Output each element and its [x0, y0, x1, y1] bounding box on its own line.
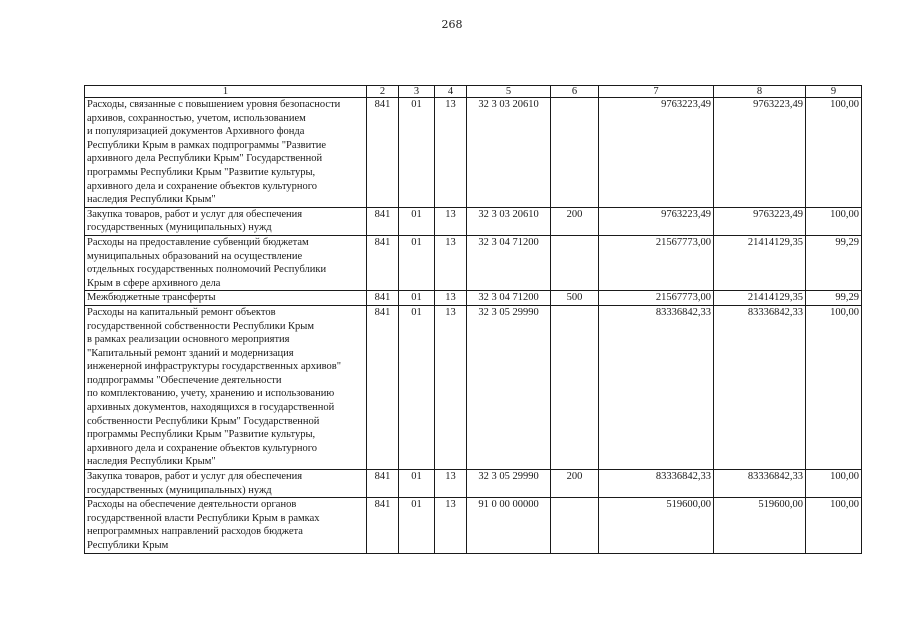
subsection-code-cell: 13 — [435, 498, 467, 553]
column-header: 2 — [367, 86, 399, 98]
expense-type-cell: 200 — [551, 470, 599, 498]
expense-name-cell: Расходы на предоставление субвенций бюджетам муниципальных образований на осуществление отдельных государственных полномочий Республики Крым в сфере архивного дела — [85, 235, 367, 290]
planned-amount-cell: 519600,00 — [599, 498, 714, 553]
expense-name-cell: Расходы на капитальный ремонт объектов государственной собственности Республики Крым в рамках реализации основного мероприятия "Капитальный ремонт зданий и модернизация инженерной инфраструктуры государственных архивов" подпрограммы "Обеспечение деятельности по комплектованию, учету, хранению и использованию архивных документов, находящихся в государственной собственности Республики Крым" Государственной программы Республики Крым "Развитие культуры, архивного дела и сохранение объектов культурного наследия Республики Крым" — [85, 305, 367, 469]
expense-type-cell — [551, 305, 599, 469]
section-code-cell: 01 — [399, 207, 435, 235]
ministry-code-cell: 841 — [367, 235, 399, 290]
planned-amount-cell: 83336842,33 — [599, 470, 714, 498]
section-code-cell: 01 — [399, 470, 435, 498]
expense-name-cell: Расходы на обеспечение деятельности органов государственной власти Республики Крым в рамках непрограммных направлений расходов бюджета Республики Крым — [85, 498, 367, 553]
ministry-code-cell: 841 — [367, 470, 399, 498]
column-header: 8 — [714, 86, 806, 98]
expense-name-cell: Расходы, связанные с повышением уровня безопасности архивов, сохранностью, учетом, использованием и популяризацией документов Архивного фонда Республики Крым в рамках подпрограммы "Развитие архивного дела Республики Крым" Государственной программы Республики Крым "Развитие культуры, архивного дела и сохранение объектов культурного наследия Республики Крым" — [85, 98, 367, 208]
table-row — [85, 291, 862, 306]
target-article-cell: 32 3 03 20610 — [467, 98, 551, 208]
executed-amount-cell: 519600,00 — [714, 498, 806, 553]
planned-amount-cell: 21567773,00 — [599, 235, 714, 290]
section-code-cell: 01 — [399, 98, 435, 208]
table-row — [85, 305, 862, 469]
budget-expenditure-table — [84, 85, 862, 554]
ministry-code-cell: 841 — [367, 98, 399, 208]
planned-amount-cell: 9763223,49 — [599, 207, 714, 235]
subsection-code-cell: 13 — [435, 291, 467, 306]
executed-amount-cell: 21414129,35 — [714, 235, 806, 290]
ministry-code-cell: 841 — [367, 305, 399, 469]
subsection-code-cell: 13 — [435, 98, 467, 208]
planned-amount-cell: 9763223,49 — [599, 98, 714, 208]
expense-type-cell — [551, 98, 599, 208]
section-code-cell: 01 — [399, 305, 435, 469]
target-article-cell: 32 3 04 71200 — [467, 291, 551, 306]
section-code-cell: 01 — [399, 235, 435, 290]
ministry-code-cell: 841 — [367, 207, 399, 235]
column-header: 7 — [599, 86, 714, 98]
subsection-code-cell: 13 — [435, 470, 467, 498]
subsection-code-cell: 13 — [435, 305, 467, 469]
planned-amount-cell: 21567773,00 — [599, 291, 714, 306]
executed-amount-cell: 9763223,49 — [714, 207, 806, 235]
table-row — [85, 470, 862, 498]
expense-type-cell — [551, 235, 599, 290]
expense-name-cell: Закупка товаров, работ и услуг для обеспечения государственных (муниципальных) нужд — [85, 470, 367, 498]
execution-percent-cell: 99,29 — [806, 291, 862, 306]
column-header: 9 — [806, 86, 862, 98]
expense-name-cell: Закупка товаров, работ и услуг для обеспечения государственных (муниципальных) нужд — [85, 207, 367, 235]
section-code-cell: 01 — [399, 291, 435, 306]
column-header: 3 — [399, 86, 435, 98]
executed-amount-cell: 21414129,35 — [714, 291, 806, 306]
column-header: 4 — [435, 86, 467, 98]
target-article-cell: 32 3 05 29990 — [467, 305, 551, 469]
table-row — [85, 498, 862, 553]
execution-percent-cell: 100,00 — [806, 470, 862, 498]
executed-amount-cell: 9763223,49 — [714, 98, 806, 208]
planned-amount-cell: 83336842,33 — [599, 305, 714, 469]
target-article-cell: 91 0 00 00000 — [467, 498, 551, 553]
table-row — [85, 235, 862, 290]
expense-name-cell: Межбюджетные трансферты — [85, 291, 367, 306]
target-article-cell: 32 3 04 71200 — [467, 235, 551, 290]
page-number: 268 — [441, 18, 463, 31]
target-article-cell: 32 3 03 20610 — [467, 207, 551, 235]
expense-type-cell — [551, 498, 599, 553]
execution-percent-cell: 100,00 — [806, 207, 862, 235]
execution-percent-cell: 100,00 — [806, 305, 862, 469]
ministry-code-cell: 841 — [367, 498, 399, 553]
target-article-cell: 32 3 05 29990 — [467, 470, 551, 498]
execution-percent-cell: 99,29 — [806, 235, 862, 290]
expense-type-cell: 500 — [551, 291, 599, 306]
execution-percent-cell: 100,00 — [806, 98, 862, 208]
column-header: 6 — [551, 86, 599, 98]
executed-amount-cell: 83336842,33 — [714, 470, 806, 498]
execution-percent-cell: 100,00 — [806, 498, 862, 553]
executed-amount-cell: 83336842,33 — [714, 305, 806, 469]
column-header: 1 — [85, 86, 367, 98]
column-header: 5 — [467, 86, 551, 98]
expense-type-cell: 200 — [551, 207, 599, 235]
ministry-code-cell: 841 — [367, 291, 399, 306]
subsection-code-cell: 13 — [435, 207, 467, 235]
table-row — [85, 98, 862, 208]
table-row — [85, 207, 862, 235]
table-header-row — [85, 86, 862, 98]
section-code-cell: 01 — [399, 498, 435, 553]
subsection-code-cell: 13 — [435, 235, 467, 290]
